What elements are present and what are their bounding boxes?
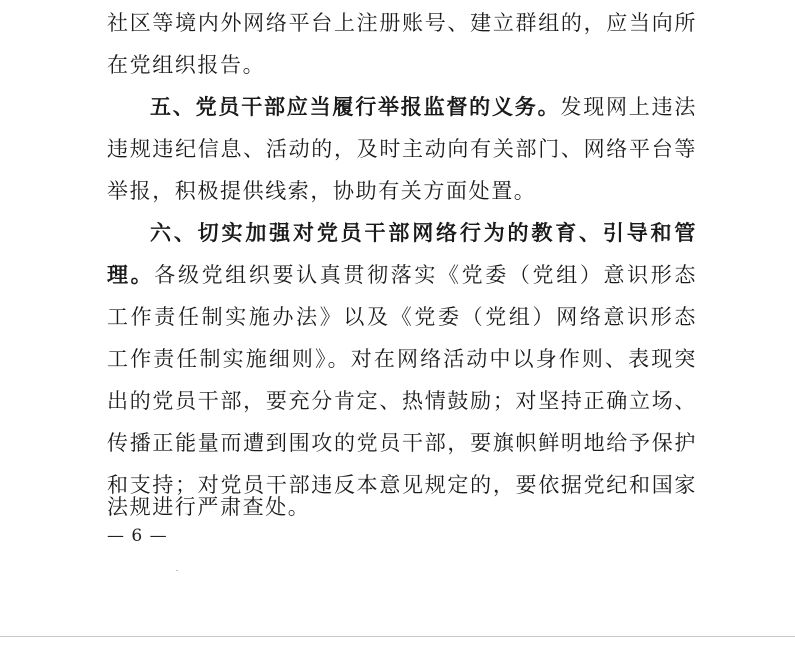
text-line: 出的党员干部，要充分肯定、热情鼓励；对坚持正确立场、 (107, 389, 697, 413)
text-line: 工作责任制实施细则》。对在网络活动中以身作则、表现突 (107, 347, 697, 371)
text-line: 举报，积极提供线索，协助有关方面处置。 (107, 179, 537, 203)
page-number: — 6 — (107, 526, 168, 546)
section-6-heading-end: 理。 (107, 262, 155, 287)
text-line: 传播正能量而遭到围攻的党员干部，要旗帜鲜明地给予保护 (107, 431, 697, 455)
text-line: 在党组织报告。 (107, 53, 266, 77)
text-line: 社区等境内外网络平台上注册账号、建立群组的，应当向所 (107, 11, 697, 35)
scan-speck (176, 570, 178, 571)
section-5-heading: 五、党员干部应当履行举报监督的义务。 (150, 94, 561, 119)
section-6-text: 各级党组织要认真贯彻落实《党委（党组）意识形态 (154, 263, 697, 287)
page-bottom-border (0, 636, 795, 637)
text-line: 法规进行严肃查处。 (107, 495, 311, 519)
section-6-heading: 六、切实加强对党员干部网络行为的教育、引导和管 (150, 220, 697, 245)
section-5-line (150, 92, 697, 122)
text-line: 违规违纪信息、活动的，及时主动向有关部门、网络平台等 (107, 137, 697, 161)
section-5-text: 发现网上违法 (560, 95, 697, 119)
section-6-line (107, 260, 697, 290)
text-line: 工作责任制实施办法》以及《党委（党组）网络意识形态 (107, 305, 697, 329)
text-line: 和支持；对党员干部违反本意见规定的，要依据党纪和国家 (107, 473, 697, 497)
